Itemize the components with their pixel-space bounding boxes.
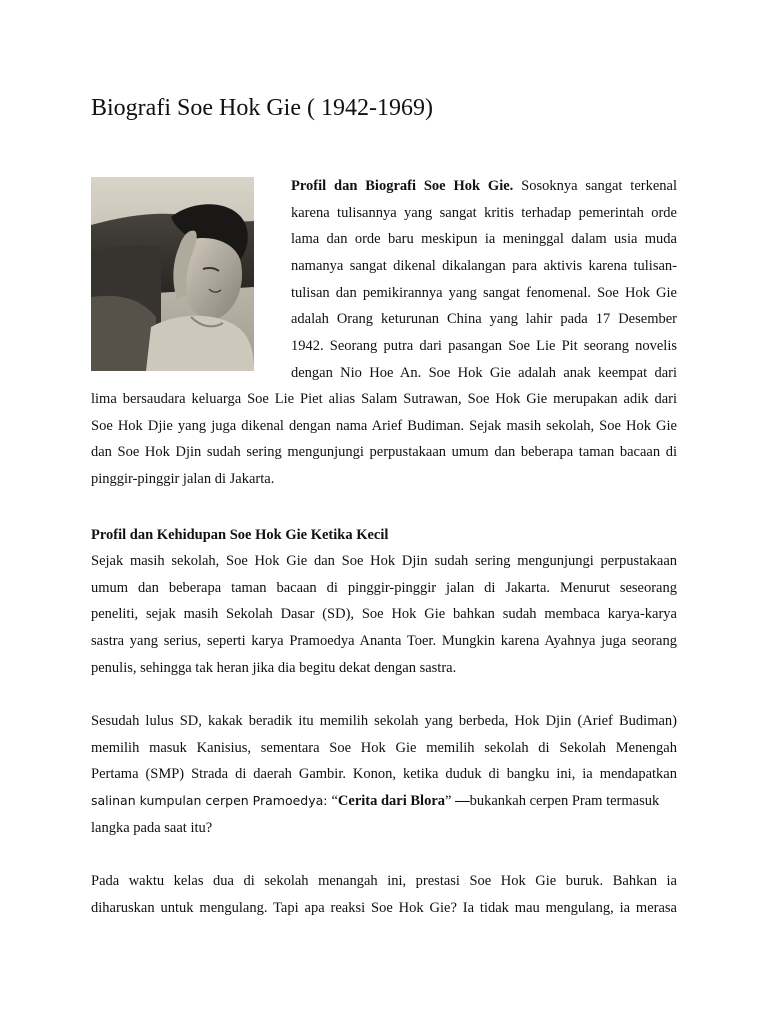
intro-line: lima bersaudara keluarga Soe Lie Piet alias Salam Sutrawan, Soe Hok Gie merupakan adik dari [91,391,677,407]
intro-line: 1942. Seorang putra dari pasangan Soe Lie Pit seorang novelis [291,338,677,355]
intro-paragraph [291,173,677,387]
intro-line: dan Soe Hok Djin sudah sering mengunjungi perpustakaan umum dan beberapa taman bacaan di [91,444,677,461]
paragraph-line: penulis, sehingga tak heran jika dia begitu dekat dengan sastra. [91,659,457,676]
intro-paragraph-continued [91,386,677,493]
em-dash: — [451,793,470,810]
paragraph-line: Sejak masih sekolah, Soe Hok Gie dan Soe Hok Djin sudah sering mengunjungi perpustakaan [91,553,677,569]
paragraph-line: umum dan beberapa taman bacaan di pinggir-pinggir jalan di Jakarta. Menurut seseorang [91,579,677,596]
body-paragraph-1 [91,548,677,681]
intro-line: namanya sangat dikenal dikalangan para aktivis karena tulisan- [291,258,677,275]
intro-line: tulisan dan pemikirannya yang sangat fenomenal. Soe Hok Gie [291,284,677,301]
paragraph-line: Sesudah lulus SD, kakak beradik itu memilih sekolah yang berbeda, Hok Djin (Arief Budiman) [91,713,677,729]
quote-open: “ [331,793,338,810]
intro-line [291,173,677,200]
quoted-title: Cerita dari Blora [337,793,446,810]
paragraph-line: Pada waktu kelas dua di sekolah menangah ini, prestasi Soe Hok Gie buruk. Bahkan ia [91,873,677,889]
body-paragraph-2 [91,708,677,841]
paragraph-line-with-quote [91,788,677,815]
paragraph-line: memilih masuk Kanisius, sementara Soe Hok Gie memilih sekolah di Sekolah Menengah [91,739,677,756]
paragraph-line-text: salinan kumpulan cerpen Pramoedya: [91,793,332,809]
portrait-photo-icon [91,177,254,371]
intro-line: dengan Nio Hoe An. Soe Hok Gie adalah anak keempat dari [291,364,677,381]
section-heading: Profil dan Kehidupan Soe Hok Gie Ketika Kecil [91,527,389,543]
quote-close: ” [445,793,452,810]
paragraph-line: Pertama (SMP) Strada di daerah Gambir. Konon, ketika duduk di bangku ini, ia mendapatkan [91,766,677,783]
paragraph-line: sastra yang serius, seperti karya Pramoedya Ananta Toer. Mungkin karena Ayahnya juga seorang [91,633,677,650]
page-title: Biografi Soe Hok Gie ( 1942-1969) [91,95,433,121]
intro-line: Soe Hok Djie yang juga dikenal dengan nama Arief Budiman. Sejak masih sekolah, Soe Hok Gie [91,417,677,434]
intro-line: adalah Orang keturunan China yang lahir pada 17 Desember [291,311,677,328]
body-paragraph-3 [91,868,677,921]
intro-line: karena tulisannya yang sangat kritis terhadap pemerintah orde [291,204,677,221]
intro-line: pinggir-pinggir jalan di Jakarta. [91,471,275,488]
intro-lead-bold: Profil dan Biografi Soe Hok Gie. [291,178,514,194]
paragraph-line-text: bukankah cerpen Pram termasuk [469,793,660,810]
intro-line-text: Sosoknya sangat terkenal [513,178,677,194]
paragraph-line: peneliti, sejak masih Sekolah Dasar (SD), Soe Hok Gie bahkan sudah membaca karya-karya [91,606,677,623]
portrait-photo [91,177,254,371]
paragraph-line: langka pada saat itu? [91,819,213,836]
paragraph-line: diharuskan untuk mengulang. Tapi apa reaksi Soe Hok Gie? Ia tidak mau mengulang, ia merasa [91,899,677,916]
intro-line: lama dan orde baru meskipun ia meninggal dalam usia muda [291,231,677,248]
